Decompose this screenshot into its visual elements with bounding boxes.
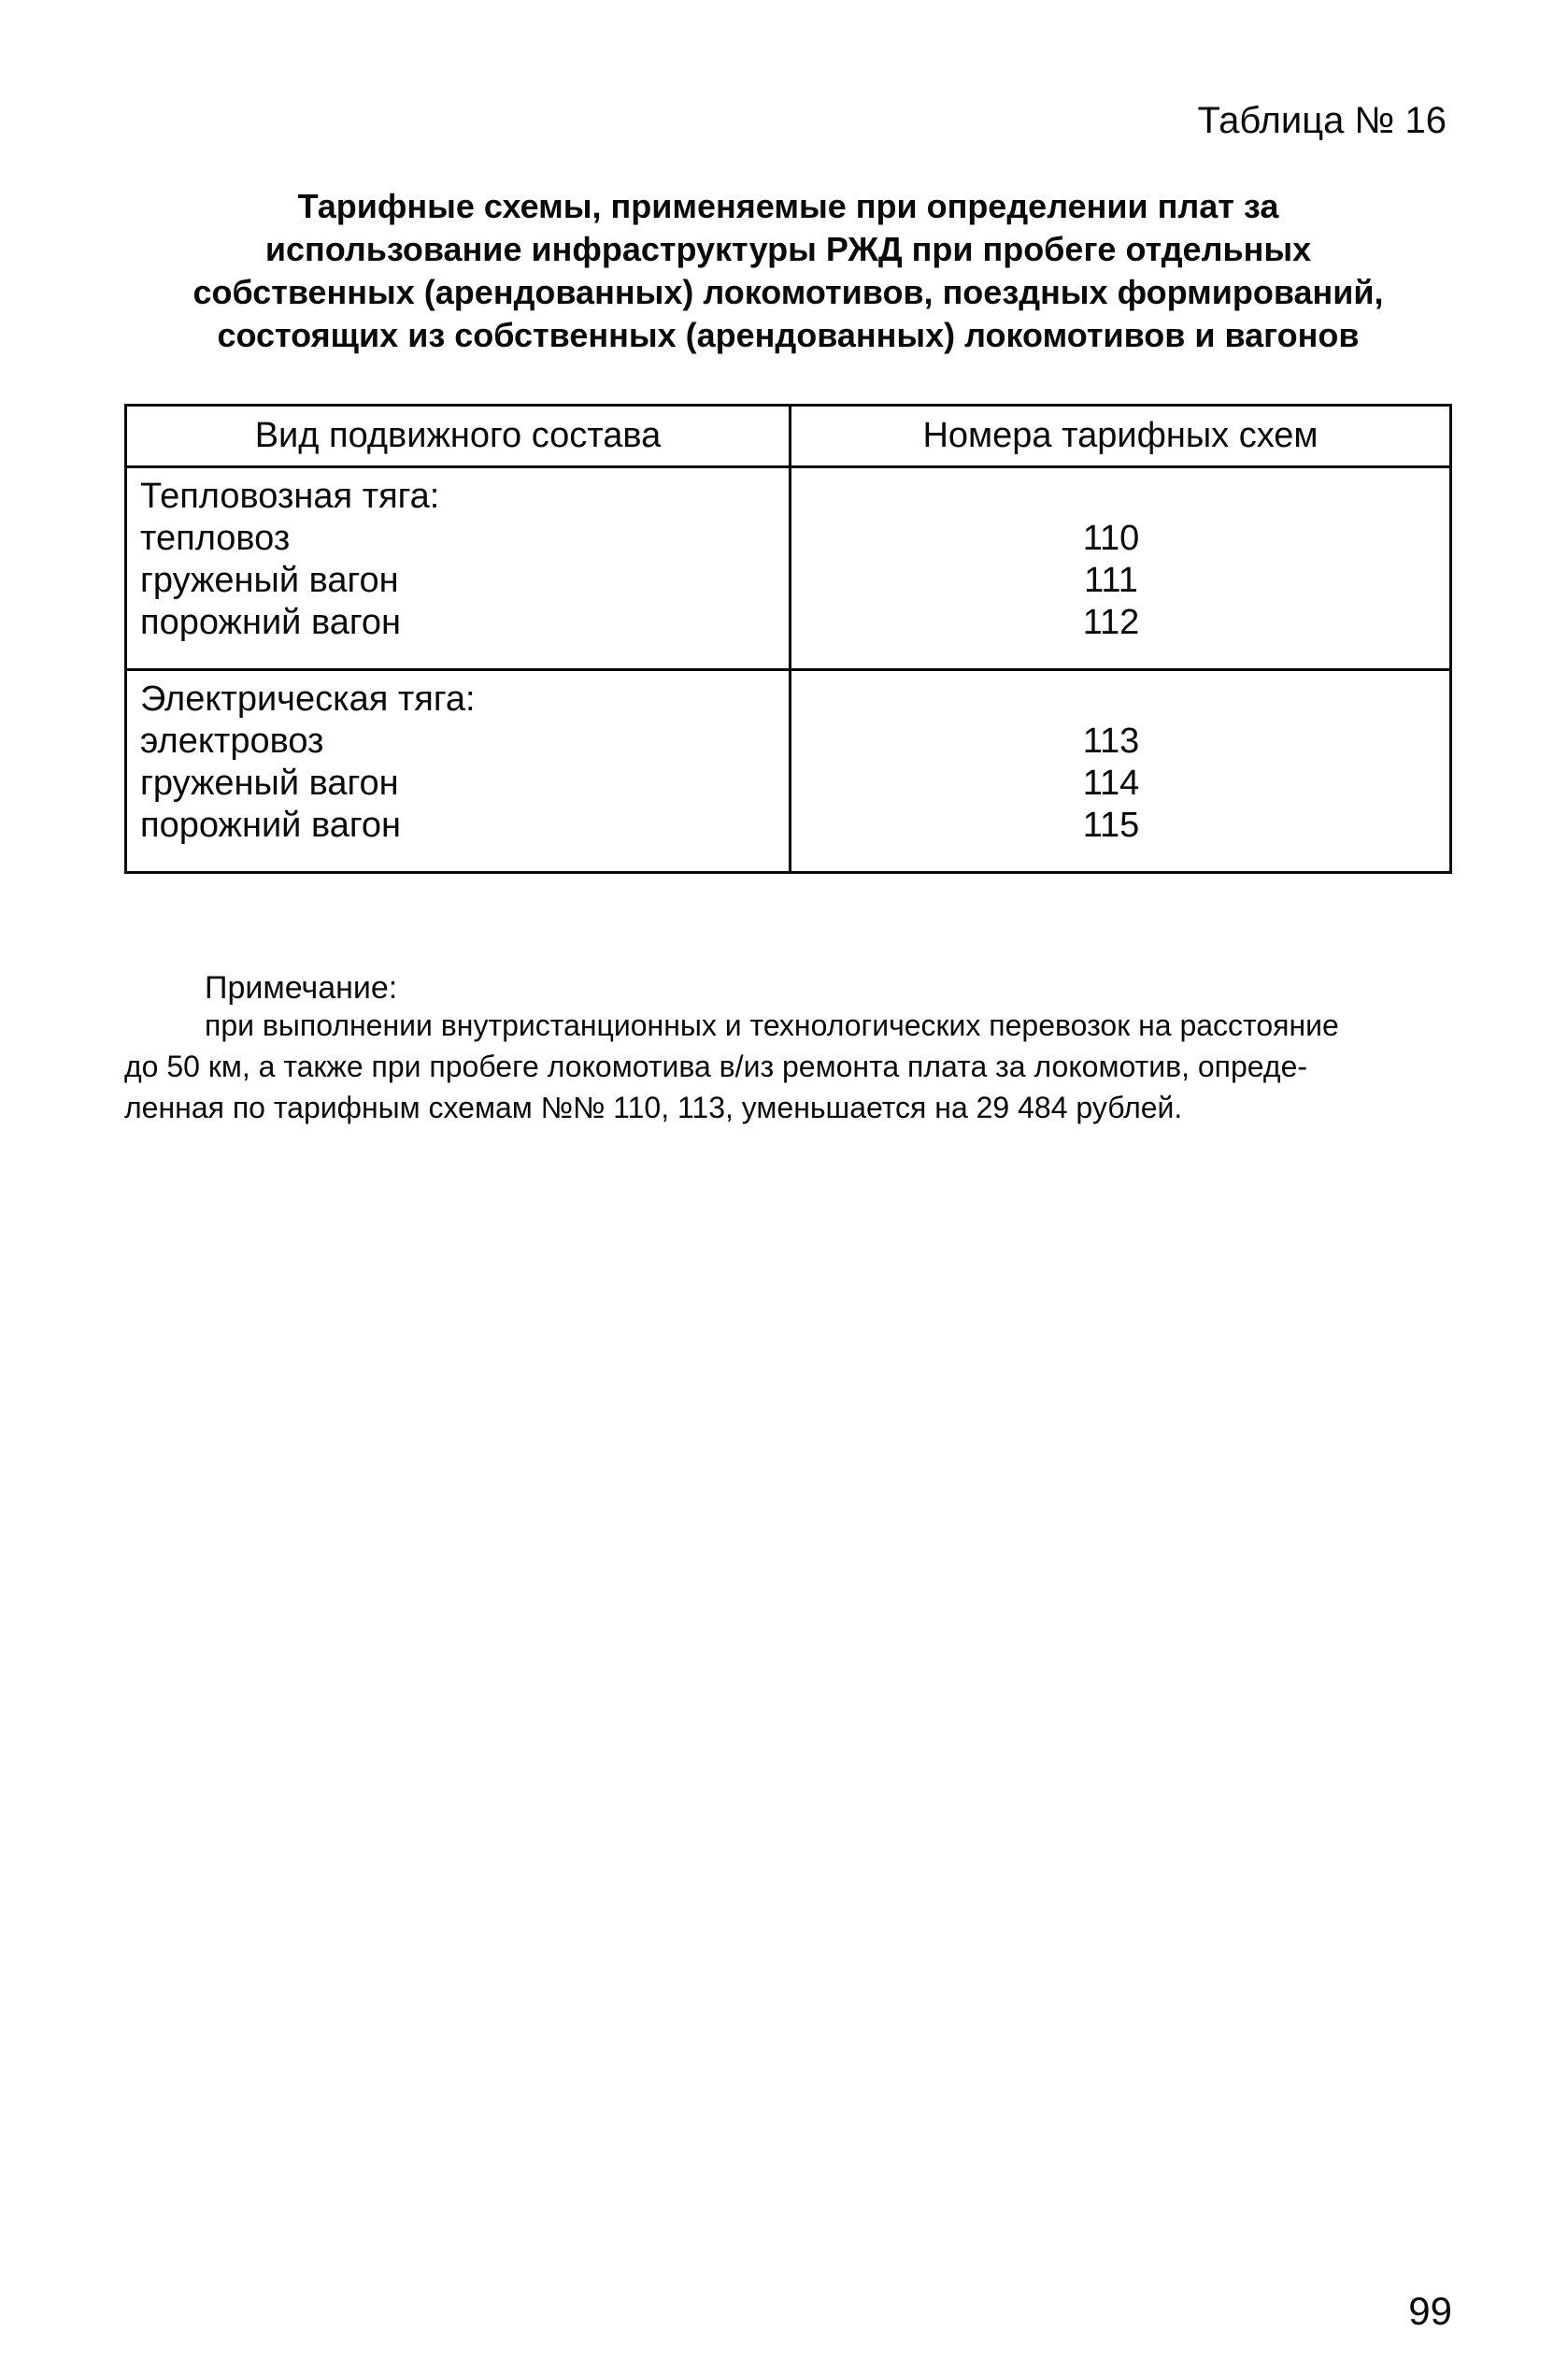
- note-line: при выполнении внутристанционных и технологических перевозок на расстояние: [205, 1008, 1339, 1042]
- title-line: собственных (арендованных) локомотивов, поездных формирований,: [192, 273, 1384, 311]
- note-line: до 50 км, а также при пробеге локомотива в/из ремонта плата за локомотив, опреде-: [124, 1050, 1308, 1083]
- rolling-stock-type: груженый вагон: [140, 561, 399, 600]
- group-spacer: [791, 476, 1431, 518]
- title-line: Тарифные схемы, применяемые при определении плат за: [297, 187, 1279, 225]
- group-heading: Электрическая тяга:: [140, 679, 476, 719]
- tariff-scheme-number: 114: [1082, 764, 1140, 803]
- tariff-scheme-cell: [791, 467, 1451, 670]
- column-header-rolling-stock: Вид подвижного состава: [126, 406, 791, 467]
- tariff-schemes-table: [124, 404, 1452, 874]
- rolling-stock-type: порожний вагон: [140, 603, 402, 642]
- column-header-tariff-schemes: Номера тарифных схем: [791, 406, 1451, 467]
- title-line: использование инфраструктуры РЖД при пробеге отдельных: [264, 230, 1312, 268]
- table-number-label: Таблица № 16: [1197, 100, 1447, 141]
- tariff-scheme-number: 111: [1084, 561, 1138, 600]
- note-heading: Примечание:: [205, 970, 398, 1006]
- table-row-electric-traction: [126, 670, 1451, 873]
- tariff-scheme-number: 110: [1082, 519, 1140, 558]
- tariff-scheme-number: 113: [1082, 722, 1140, 761]
- rolling-stock-cell: [126, 670, 791, 873]
- tariff-scheme-number: 115: [1082, 806, 1140, 845]
- rolling-stock-cell: [126, 467, 791, 670]
- tariff-scheme-cell: [791, 670, 1451, 873]
- tariff-scheme-number: 112: [1082, 603, 1140, 642]
- note-line: ленная по тарифным схемам №№ 110, 113, уменьшается на 29 484 рублей.: [124, 1091, 1183, 1124]
- note-body: [124, 1005, 1454, 1128]
- page-number: 99: [1408, 2289, 1452, 2333]
- document-title: [123, 185, 1453, 357]
- table-row-diesel-traction: [126, 467, 1451, 670]
- group-spacer: [791, 679, 1431, 721]
- rolling-stock-type: порожний вагон: [140, 806, 402, 845]
- rolling-stock-type: тепловоз: [140, 519, 291, 558]
- rolling-stock-type: груженый вагон: [140, 764, 399, 803]
- title-line: состоящих из собственных (арендованных) локомотивов и вагонов: [217, 316, 1360, 354]
- group-heading: Тепловозная тяга:: [140, 477, 440, 516]
- table-header-row: [126, 406, 1451, 467]
- rolling-stock-type: электровоз: [140, 722, 324, 761]
